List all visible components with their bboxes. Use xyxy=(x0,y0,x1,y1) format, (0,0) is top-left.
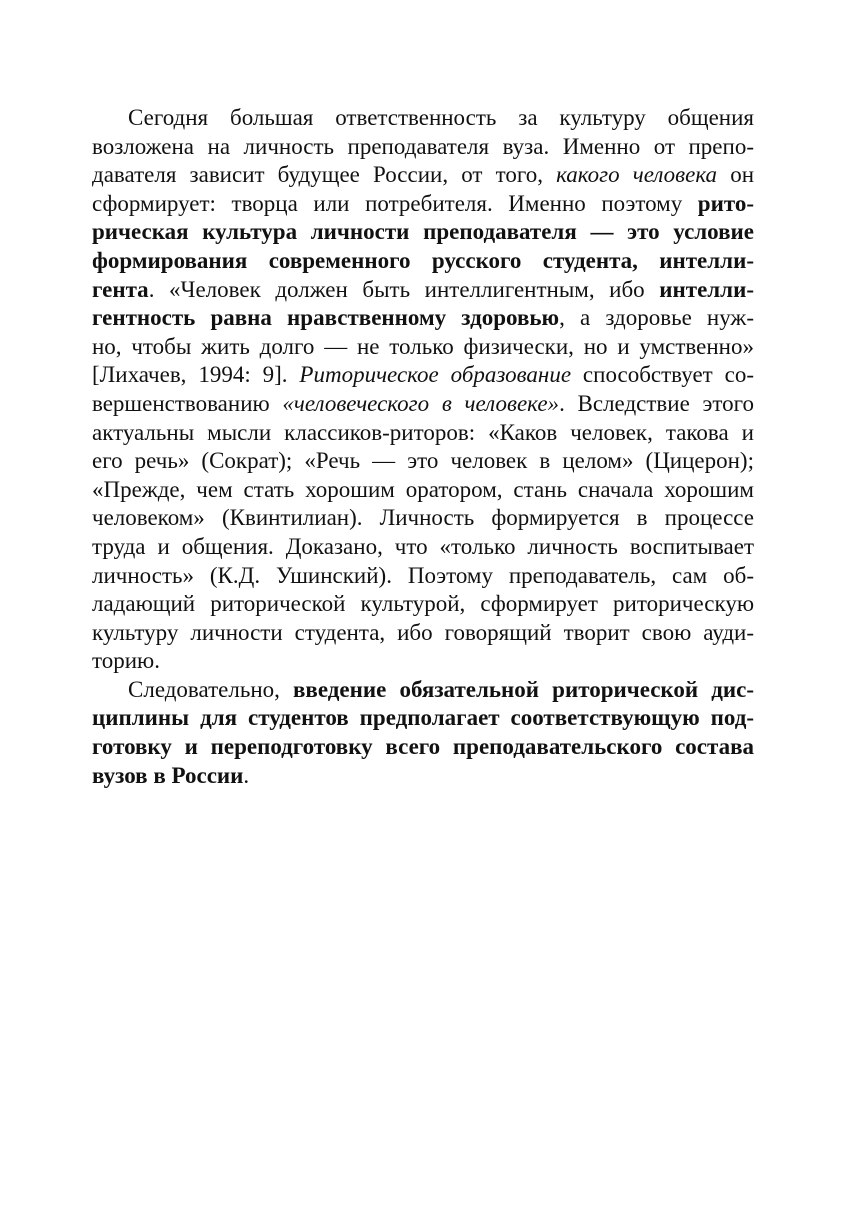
italic-text: какого человека xyxy=(556,162,718,188)
text-run: вершенствованию xyxy=(92,390,283,416)
paragraph xyxy=(92,104,754,676)
text-run: сформирует: творца или потребителя. Именно поэтому xyxy=(92,190,698,216)
text-run: . Вследствие этого xyxy=(559,390,754,416)
text-line xyxy=(92,247,754,276)
bold-text: формирования современного русского студента, интелли- xyxy=(92,247,754,273)
text-line xyxy=(92,304,754,333)
text-run: возложена на личность преподавателя вуза. Именно от препо- xyxy=(92,133,754,159)
text-run: давателя зависит будущее России, от того, xyxy=(92,162,557,188)
bold-text: рическая культура личности преподавателя — это условие xyxy=(92,219,754,245)
bold-text: вузов в России xyxy=(92,762,244,788)
text-line xyxy=(92,590,754,619)
text-line xyxy=(92,562,754,591)
text-line xyxy=(92,647,754,676)
text-line xyxy=(92,504,754,533)
text-run: Следовательно, xyxy=(128,676,294,702)
text-run: актуальны мысли классиков-риторов: «Каков человек, такова и xyxy=(92,419,754,445)
italic-text: «человеческого в человеке» xyxy=(282,390,560,416)
text-run: [Лихачев, 1994: 9]. xyxy=(92,362,300,388)
bold-text: гента xyxy=(92,276,149,302)
text-line xyxy=(92,476,754,505)
text-line xyxy=(92,419,754,448)
text-run: личность» (К.Д. Ушинский). Поэтому преподаватель, сам об- xyxy=(92,562,754,588)
bold-text: введение обязательной риторической дис- xyxy=(293,676,754,702)
text-run: . «Человек должен быть интеллигентным, ибо xyxy=(148,276,660,302)
bold-text: интелли- xyxy=(659,276,754,302)
text-line xyxy=(92,762,754,791)
text-line xyxy=(92,190,754,219)
text-line xyxy=(92,361,754,390)
bold-text: циплины для студентов предполагает соответствующую под- xyxy=(92,705,754,731)
text-line xyxy=(92,333,754,362)
text-run: труда и общения. Доказано, что «только личность воспитывает xyxy=(92,533,754,559)
text-line xyxy=(92,390,754,419)
bold-text: гентность равна нравственному здоровью xyxy=(92,305,560,331)
paragraph xyxy=(92,676,754,790)
text-run: но, чтобы жить долго — не только физически, но и умственно» xyxy=(92,333,754,359)
text-line xyxy=(92,733,754,762)
text-run: Сегодня большая ответственность за культуру общения xyxy=(128,105,754,130)
text-line xyxy=(92,161,754,190)
body-text xyxy=(92,104,754,790)
text-run: . xyxy=(243,762,250,788)
text-run: способствует со- xyxy=(571,362,754,388)
text-run: «Прежде, чем стать хорошим оратором, стань сначала хорошим xyxy=(92,476,754,502)
text-run: торию. xyxy=(92,648,160,674)
text-run: его речь» (Сократ); «Речь — это человек в целом» (Цицерон); xyxy=(92,448,754,474)
text-line xyxy=(92,619,754,648)
text-line xyxy=(92,276,754,305)
text-line xyxy=(92,133,754,162)
bold-text: рито- xyxy=(697,190,754,216)
text-run: человеком» (Квинтилиан). Личность формируется в процессе xyxy=(92,505,754,531)
text-line xyxy=(92,533,754,562)
text-run: ладающий риторической культурой, сформирует риторическую xyxy=(92,591,754,617)
text-line xyxy=(92,704,754,733)
text-run: он xyxy=(717,162,754,188)
text-line xyxy=(92,218,754,247)
text-run: , а здоровье нуж- xyxy=(559,305,754,331)
bold-text: готовку и переподготовку всего преподавательского состава xyxy=(92,734,754,760)
text-line xyxy=(92,676,754,705)
text-line xyxy=(92,104,754,133)
italic-text: Риторическое образование xyxy=(299,362,572,388)
text-line xyxy=(92,447,754,476)
text-run: культуру личности студента, ибо говорящий творит свою ауди- xyxy=(92,619,754,645)
